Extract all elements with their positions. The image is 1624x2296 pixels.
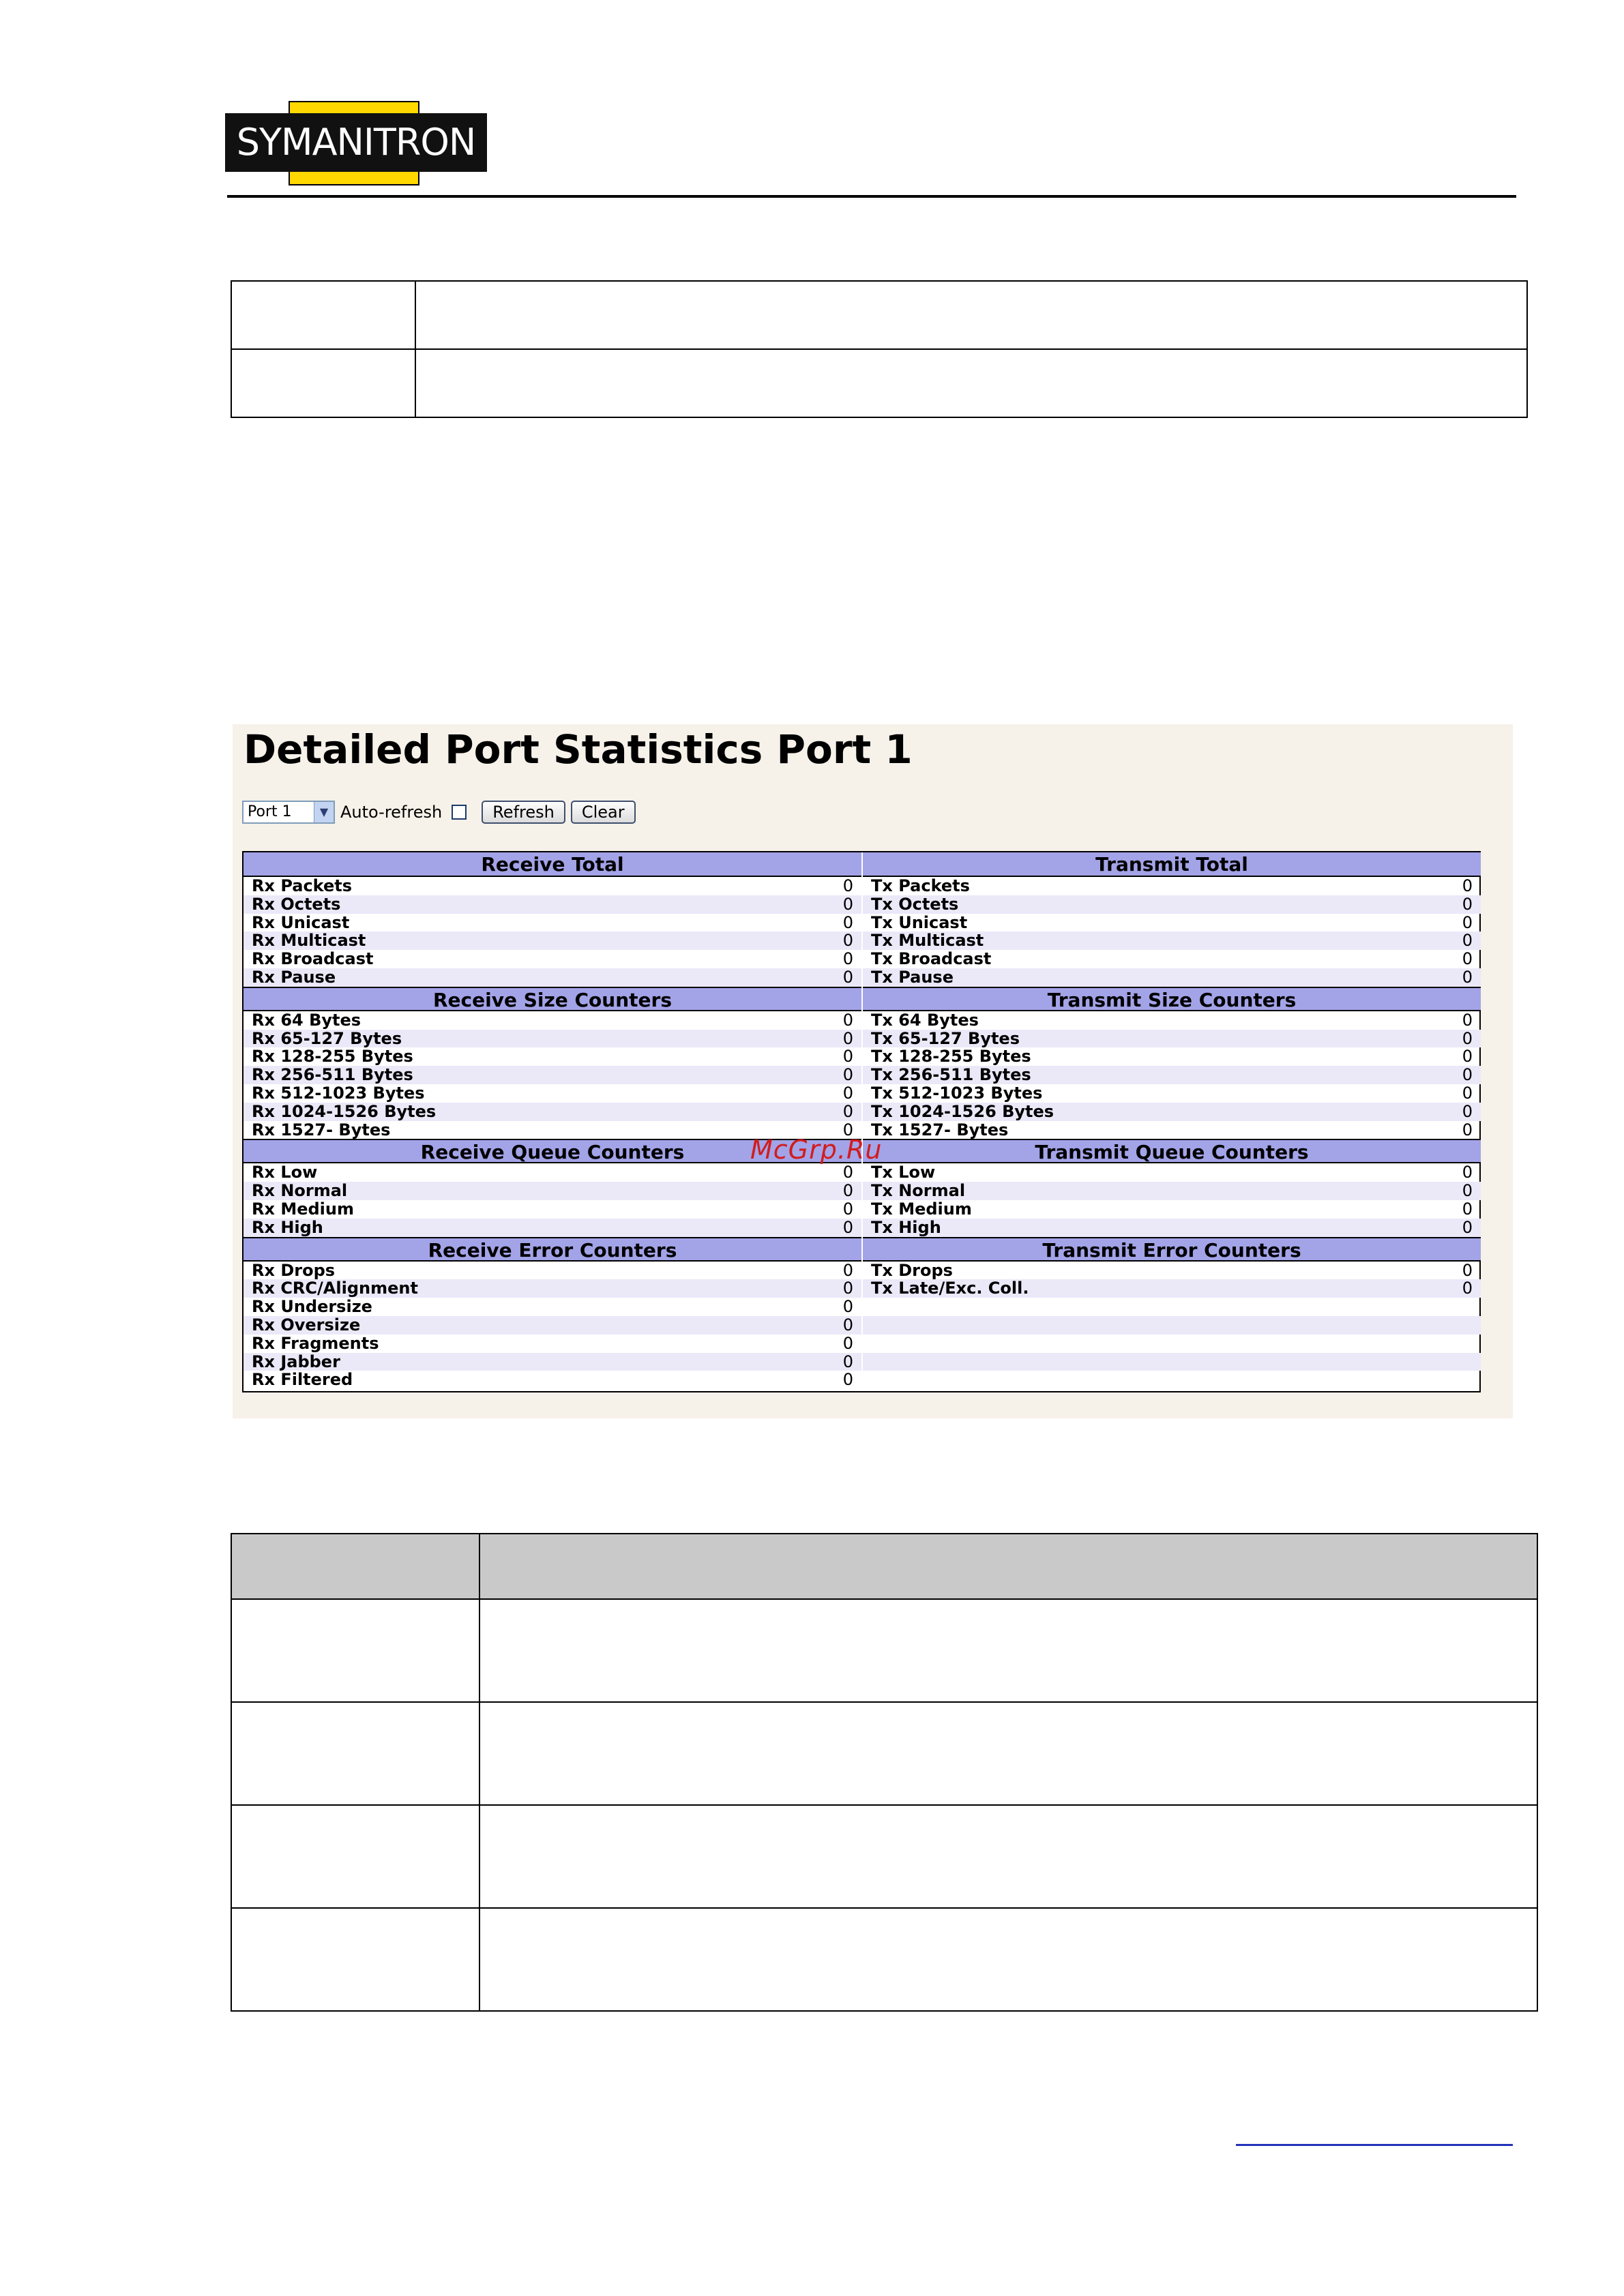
stat-row (863, 877, 1481, 895)
table-row (231, 1805, 1537, 1908)
stat-row (243, 1371, 861, 1389)
stat-row (243, 1298, 861, 1316)
stat-value: 0 (1462, 1120, 1473, 1139)
stat-value: 0 (842, 931, 853, 951)
stat-label: Rx CRC/Alignment (252, 1279, 418, 1298)
stat-row (863, 1200, 1481, 1219)
stat-row (243, 1066, 861, 1084)
stat-value: 0 (842, 876, 853, 895)
table-cell (479, 1908, 1537, 2011)
stat-label: Tx 512-1023 Bytes (871, 1083, 1043, 1103)
stat-row (243, 1047, 861, 1066)
stat-label: Rx Undersize (252, 1297, 372, 1317)
stat-value: 0 (1462, 1010, 1473, 1030)
stat-row (863, 968, 1481, 987)
stat-label: Tx Pause (871, 967, 954, 987)
stat-label: Rx Medium (252, 1199, 354, 1219)
stat-value: 0 (1462, 1199, 1473, 1219)
stat-label: Tx Drops (871, 1260, 953, 1280)
stat-label: Rx Drops (252, 1260, 336, 1280)
bottom-table (231, 1533, 1538, 2012)
auto-refresh-checkbox[interactable] (452, 805, 467, 820)
stat-row (243, 1084, 861, 1103)
stat-value: 0 (1462, 931, 1473, 951)
stat-label: Tx Broadcast (871, 949, 992, 969)
transmit-s3-section (863, 1139, 1481, 1236)
stat-value: 0 (842, 1010, 853, 1030)
stat-label: Rx High (252, 1217, 323, 1237)
stat-label: Tx 128-255 Bytes (871, 1047, 1031, 1067)
stat-value: 0 (842, 1163, 853, 1182)
receive-s2-section (243, 987, 861, 1139)
auto-refresh-label: Auto-refresh (340, 803, 443, 822)
stat-row (863, 1121, 1481, 1139)
stat-value: 0 (1462, 1101, 1473, 1121)
table-cell (415, 349, 1527, 417)
table-row (231, 1908, 1537, 2011)
stat-label: Rx Unicast (252, 912, 350, 932)
table-cell (479, 1805, 1537, 1908)
section-header: Receive Error Counters (243, 1237, 861, 1262)
stat-label: Rx 128-255 Bytes (252, 1047, 413, 1067)
stat-value: 0 (1462, 967, 1473, 987)
watermark: McGrp.Ru (750, 1135, 883, 1165)
stat-label: Rx 64 Bytes (252, 1010, 361, 1030)
transmit-s2-section (863, 987, 1481, 1139)
stat-row (243, 1353, 861, 1371)
clear-button[interactable]: Clear (571, 801, 636, 824)
stat-row (863, 1066, 1481, 1084)
stat-value: 0 (842, 1260, 853, 1280)
section-header: Transmit Total (863, 852, 1481, 877)
stat-row (863, 1047, 1481, 1066)
table-cell (231, 1599, 479, 1702)
stat-label: Tx Unicast (871, 912, 968, 932)
statistics-table (242, 851, 1481, 1392)
stat-row (243, 1011, 861, 1030)
stat-row (863, 1279, 1481, 1298)
transmit-s1-section (863, 852, 1481, 987)
table-cell (231, 1908, 479, 2011)
stat-row (243, 968, 861, 987)
table-row (231, 349, 1527, 417)
table-cell (479, 1534, 1537, 1599)
stat-row (863, 1030, 1481, 1048)
stat-value: 0 (842, 1217, 853, 1237)
stat-label: Tx High (871, 1217, 941, 1237)
stat-label: Rx Normal (252, 1181, 348, 1201)
stat-row (863, 1084, 1481, 1103)
stat-row (863, 1011, 1481, 1030)
stat-row (243, 1279, 861, 1298)
stat-value: 0 (842, 1181, 853, 1201)
table-row (231, 281, 1527, 349)
stat-value: 0 (1462, 1028, 1473, 1048)
stat-label: Tx Packets (871, 876, 970, 895)
stat-value: 0 (842, 894, 853, 914)
stat-row (243, 1103, 861, 1121)
receive-s4-section (243, 1237, 861, 1390)
stat-row (863, 1103, 1481, 1121)
stat-row (863, 1353, 1481, 1371)
stat-value: 0 (1462, 1217, 1473, 1237)
stat-row (863, 1371, 1481, 1389)
table-cell (231, 1805, 479, 1908)
stat-label: Rx Multicast (252, 931, 366, 951)
table-row (231, 1599, 1537, 1702)
stat-label: Tx Octets (871, 894, 959, 914)
stat-row (243, 1182, 861, 1200)
stat-label: Tx 1527- Bytes (871, 1120, 1009, 1139)
stat-value: 0 (842, 1028, 853, 1048)
stat-label: Rx Octets (252, 894, 341, 914)
stat-label: Tx 65-127 Bytes (871, 1028, 1020, 1048)
footer-link-underline[interactable] (1236, 2144, 1513, 2146)
table-header-row (231, 1534, 1537, 1599)
stat-value: 0 (1462, 1163, 1473, 1182)
table-cell (479, 1702, 1537, 1805)
table-row (231, 1702, 1537, 1805)
stat-label: Rx Pause (252, 967, 336, 987)
stat-value: 0 (842, 949, 853, 969)
header-rule (227, 195, 1516, 198)
section-header: Receive Total (243, 852, 861, 877)
refresh-button[interactable]: Refresh (482, 801, 565, 824)
stat-value: 0 (842, 1120, 853, 1139)
stat-value: 0 (1462, 894, 1473, 914)
stat-label: Tx Medium (871, 1199, 972, 1219)
stat-value: 0 (1462, 1047, 1473, 1067)
chevron-down-icon[interactable]: ▼ (314, 802, 334, 822)
stat-value: 0 (842, 1333, 853, 1353)
table-cell (231, 349, 415, 417)
section-header: Receive Size Counters (243, 987, 861, 1011)
stat-row (243, 931, 861, 950)
stat-value: 0 (1462, 1260, 1473, 1280)
stat-value: 0 (842, 1279, 853, 1298)
stat-label: Rx Fragments (252, 1333, 379, 1353)
logo-text: SYMANITRON (236, 121, 476, 164)
stat-label: Tx 64 Bytes (871, 1010, 979, 1030)
stat-row (243, 1316, 861, 1335)
stat-value: 0 (842, 1101, 853, 1121)
stat-label: Rx Jabber (252, 1352, 340, 1371)
table-cell (231, 281, 415, 349)
stat-value: 0 (1462, 1181, 1473, 1201)
receive-s1-section (243, 852, 861, 987)
port-select-value: Port 1 (248, 803, 292, 820)
stat-label: Rx Packets (252, 876, 353, 895)
stat-value: 0 (1462, 876, 1473, 895)
stat-value: 0 (1462, 1279, 1473, 1298)
stat-row (243, 1335, 861, 1353)
table-cell (231, 1534, 479, 1599)
stat-row (863, 1316, 1481, 1335)
stat-label: Tx Low (871, 1163, 936, 1182)
stat-row (243, 1163, 861, 1182)
section-header: Transmit Error Counters (863, 1237, 1481, 1262)
stat-row (243, 877, 861, 895)
stat-label: Rx 1024-1526 Bytes (252, 1101, 437, 1121)
port-statistics-screenshot (233, 724, 1513, 1418)
stat-label: Tx 1024-1526 Bytes (871, 1101, 1054, 1121)
stat-row (243, 1030, 861, 1048)
stat-label: Rx 65-127 Bytes (252, 1028, 402, 1048)
table-cell (479, 1599, 1537, 1702)
stat-label: Tx 256-511 Bytes (871, 1065, 1031, 1085)
stat-value: 0 (1462, 912, 1473, 932)
stat-row (243, 1200, 861, 1219)
stat-label: Tx Late/Exc. Coll. (871, 1279, 1029, 1298)
stat-value: 0 (842, 967, 853, 987)
stat-row (863, 914, 1481, 932)
stat-label: Rx 256-511 Bytes (252, 1065, 413, 1085)
stat-row (863, 1163, 1481, 1182)
stat-value: 0 (842, 1297, 853, 1317)
stat-label: Tx Multicast (871, 931, 984, 951)
section-header: Receive Queue Counters (243, 1139, 861, 1163)
stat-label: Rx Oversize (252, 1315, 361, 1335)
stat-value: 0 (1462, 1065, 1473, 1085)
stat-row (863, 931, 1481, 950)
stat-value: 0 (842, 1083, 853, 1103)
stat-value: 0 (842, 1199, 853, 1219)
stat-label: Rx Broadcast (252, 949, 374, 969)
stat-row (243, 914, 861, 932)
stat-row (863, 1298, 1481, 1316)
stat-label: Rx 1527- Bytes (252, 1120, 391, 1139)
top-table (231, 280, 1528, 418)
stat-value: 0 (1462, 1083, 1473, 1103)
stat-value: 0 (842, 1315, 853, 1335)
stat-label: Rx 512-1023 Bytes (252, 1083, 425, 1103)
stat-value: 0 (1462, 949, 1473, 969)
toolbar (242, 799, 636, 825)
stat-row (863, 950, 1481, 968)
stat-row (863, 895, 1481, 914)
stat-value: 0 (842, 1370, 853, 1390)
stat-label: Rx Filtered (252, 1370, 353, 1390)
section-header: Transmit Size Counters (863, 987, 1481, 1011)
port-select[interactable] (242, 801, 335, 824)
section-header: Transmit Queue Counters (863, 1139, 1481, 1163)
page-title: Detailed Port Statistics Port 1 (243, 726, 913, 773)
stat-value: 0 (842, 1047, 853, 1067)
stat-value: 0 (842, 1352, 853, 1371)
stat-row (863, 1262, 1481, 1280)
stat-row (243, 950, 861, 968)
stat-row (243, 1262, 861, 1280)
stat-row (863, 1335, 1481, 1353)
company-logo (225, 101, 487, 185)
stat-row (243, 1219, 861, 1237)
stat-label: Rx Low (252, 1163, 318, 1182)
stat-row (863, 1182, 1481, 1200)
stat-label: Tx Normal (871, 1181, 966, 1201)
table-cell (415, 281, 1527, 349)
transmit-s4-section (863, 1237, 1481, 1390)
stat-value: 0 (842, 1065, 853, 1085)
table-cell (231, 1702, 479, 1805)
stat-value: 0 (842, 912, 853, 932)
stat-row (243, 895, 861, 914)
stat-row (863, 1219, 1481, 1237)
